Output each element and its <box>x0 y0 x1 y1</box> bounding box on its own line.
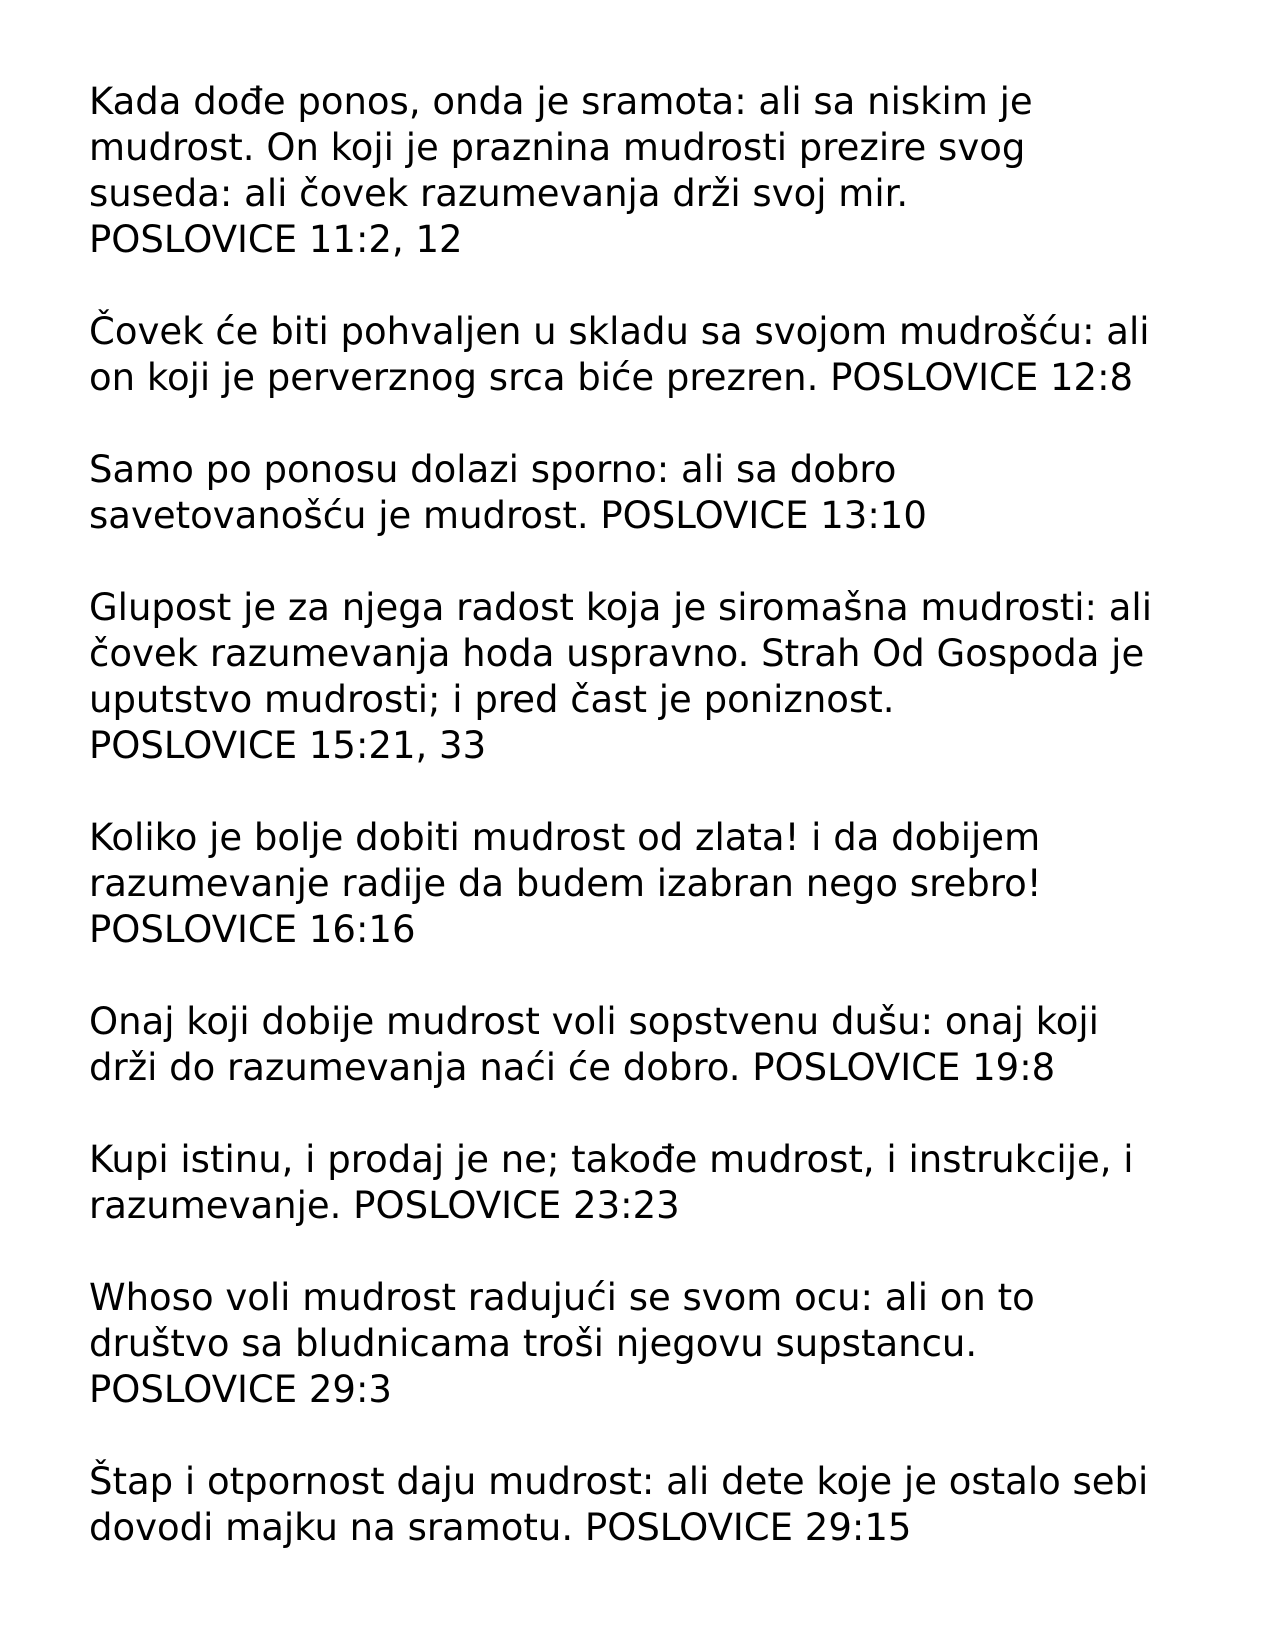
passage-line: uputstvo mudrosti; i pred čast je poniznost. <box>89 678 895 721</box>
passage-line: razumevanje radije da budem izabran nego srebro! <box>89 862 1042 905</box>
passage-line: društvo sa bludnicama troši njegovu supstancu. <box>89 1322 978 1365</box>
passage-line: dovodi majku na sramotu. POSLOVICE 29:15 <box>89 1506 912 1549</box>
passage-line: Samo po ponosu dolazi sporno: ali sa dobro <box>89 448 897 491</box>
passage-reference: POSLOVICE 29:3 <box>89 1368 392 1411</box>
passage-line: razumevanje. POSLOVICE 23:23 <box>89 1184 680 1227</box>
passage-proverbs-16 <box>89 815 1229 953</box>
passage-line: Glupost je za njega radost koja je siromašna mudrosti: ali <box>89 586 1152 629</box>
passage-proverbs-15 <box>89 585 1229 769</box>
passage-proverbs-11 <box>89 79 1229 263</box>
passage-proverbs-23 <box>89 1137 1229 1229</box>
passage-proverbs-29-15 <box>89 1459 1229 1551</box>
passage-line: Onaj koji dobije mudrost voli sopstvenu dušu: onaj koji <box>89 1000 1099 1043</box>
passage-proverbs-12 <box>89 309 1229 401</box>
passage-line: on koji je perverznog srca biće prezren. POSLOVICE 12:8 <box>89 356 1134 399</box>
passage-line: drži do razumevanja naći će dobro. POSLOVICE 19:8 <box>89 1046 1056 1089</box>
passage-line: Whoso voli mudrost radujući se svom ocu: ali on to <box>89 1276 1035 1319</box>
passage-reference: POSLOVICE 16:16 <box>89 908 416 951</box>
passage-line: Koliko je bolje dobiti mudrost od zlata! i da dobijem <box>89 816 1041 859</box>
passage-proverbs-29-3 <box>89 1275 1229 1413</box>
passage-proverbs-13 <box>89 447 1229 539</box>
passage-reference: POSLOVICE 11:2, 12 <box>89 218 463 261</box>
passage-line: Kada dođe ponos, onda je sramota: ali sa niskim je <box>89 80 1033 123</box>
passage-line: suseda: ali čovek razumevanja drži svoj mir. <box>89 172 909 215</box>
passage-line: Čovek će biti pohvaljen u skladu sa svojom mudrošću: ali <box>89 310 1150 353</box>
passage-reference: POSLOVICE 15:21, 33 <box>89 724 487 767</box>
passage-proverbs-19 <box>89 999 1229 1091</box>
passage-line: Kupi istinu, i prodaj je ne; takođe mudrost, i instrukcije, i <box>89 1138 1134 1181</box>
passage-list <box>89 79 1229 1597</box>
passage-line: mudrost. On koji je praznina mudrosti prezire svog <box>89 126 1026 169</box>
passage-line: čovek razumevanja hoda uspravno. Strah Od Gospoda je <box>89 632 1145 675</box>
passage-line: savetovanošću je mudrost. POSLOVICE 13:10 <box>89 494 927 537</box>
passage-line: Štap i otpornost daju mudrost: ali dete koje je ostalo sebi <box>89 1460 1149 1503</box>
